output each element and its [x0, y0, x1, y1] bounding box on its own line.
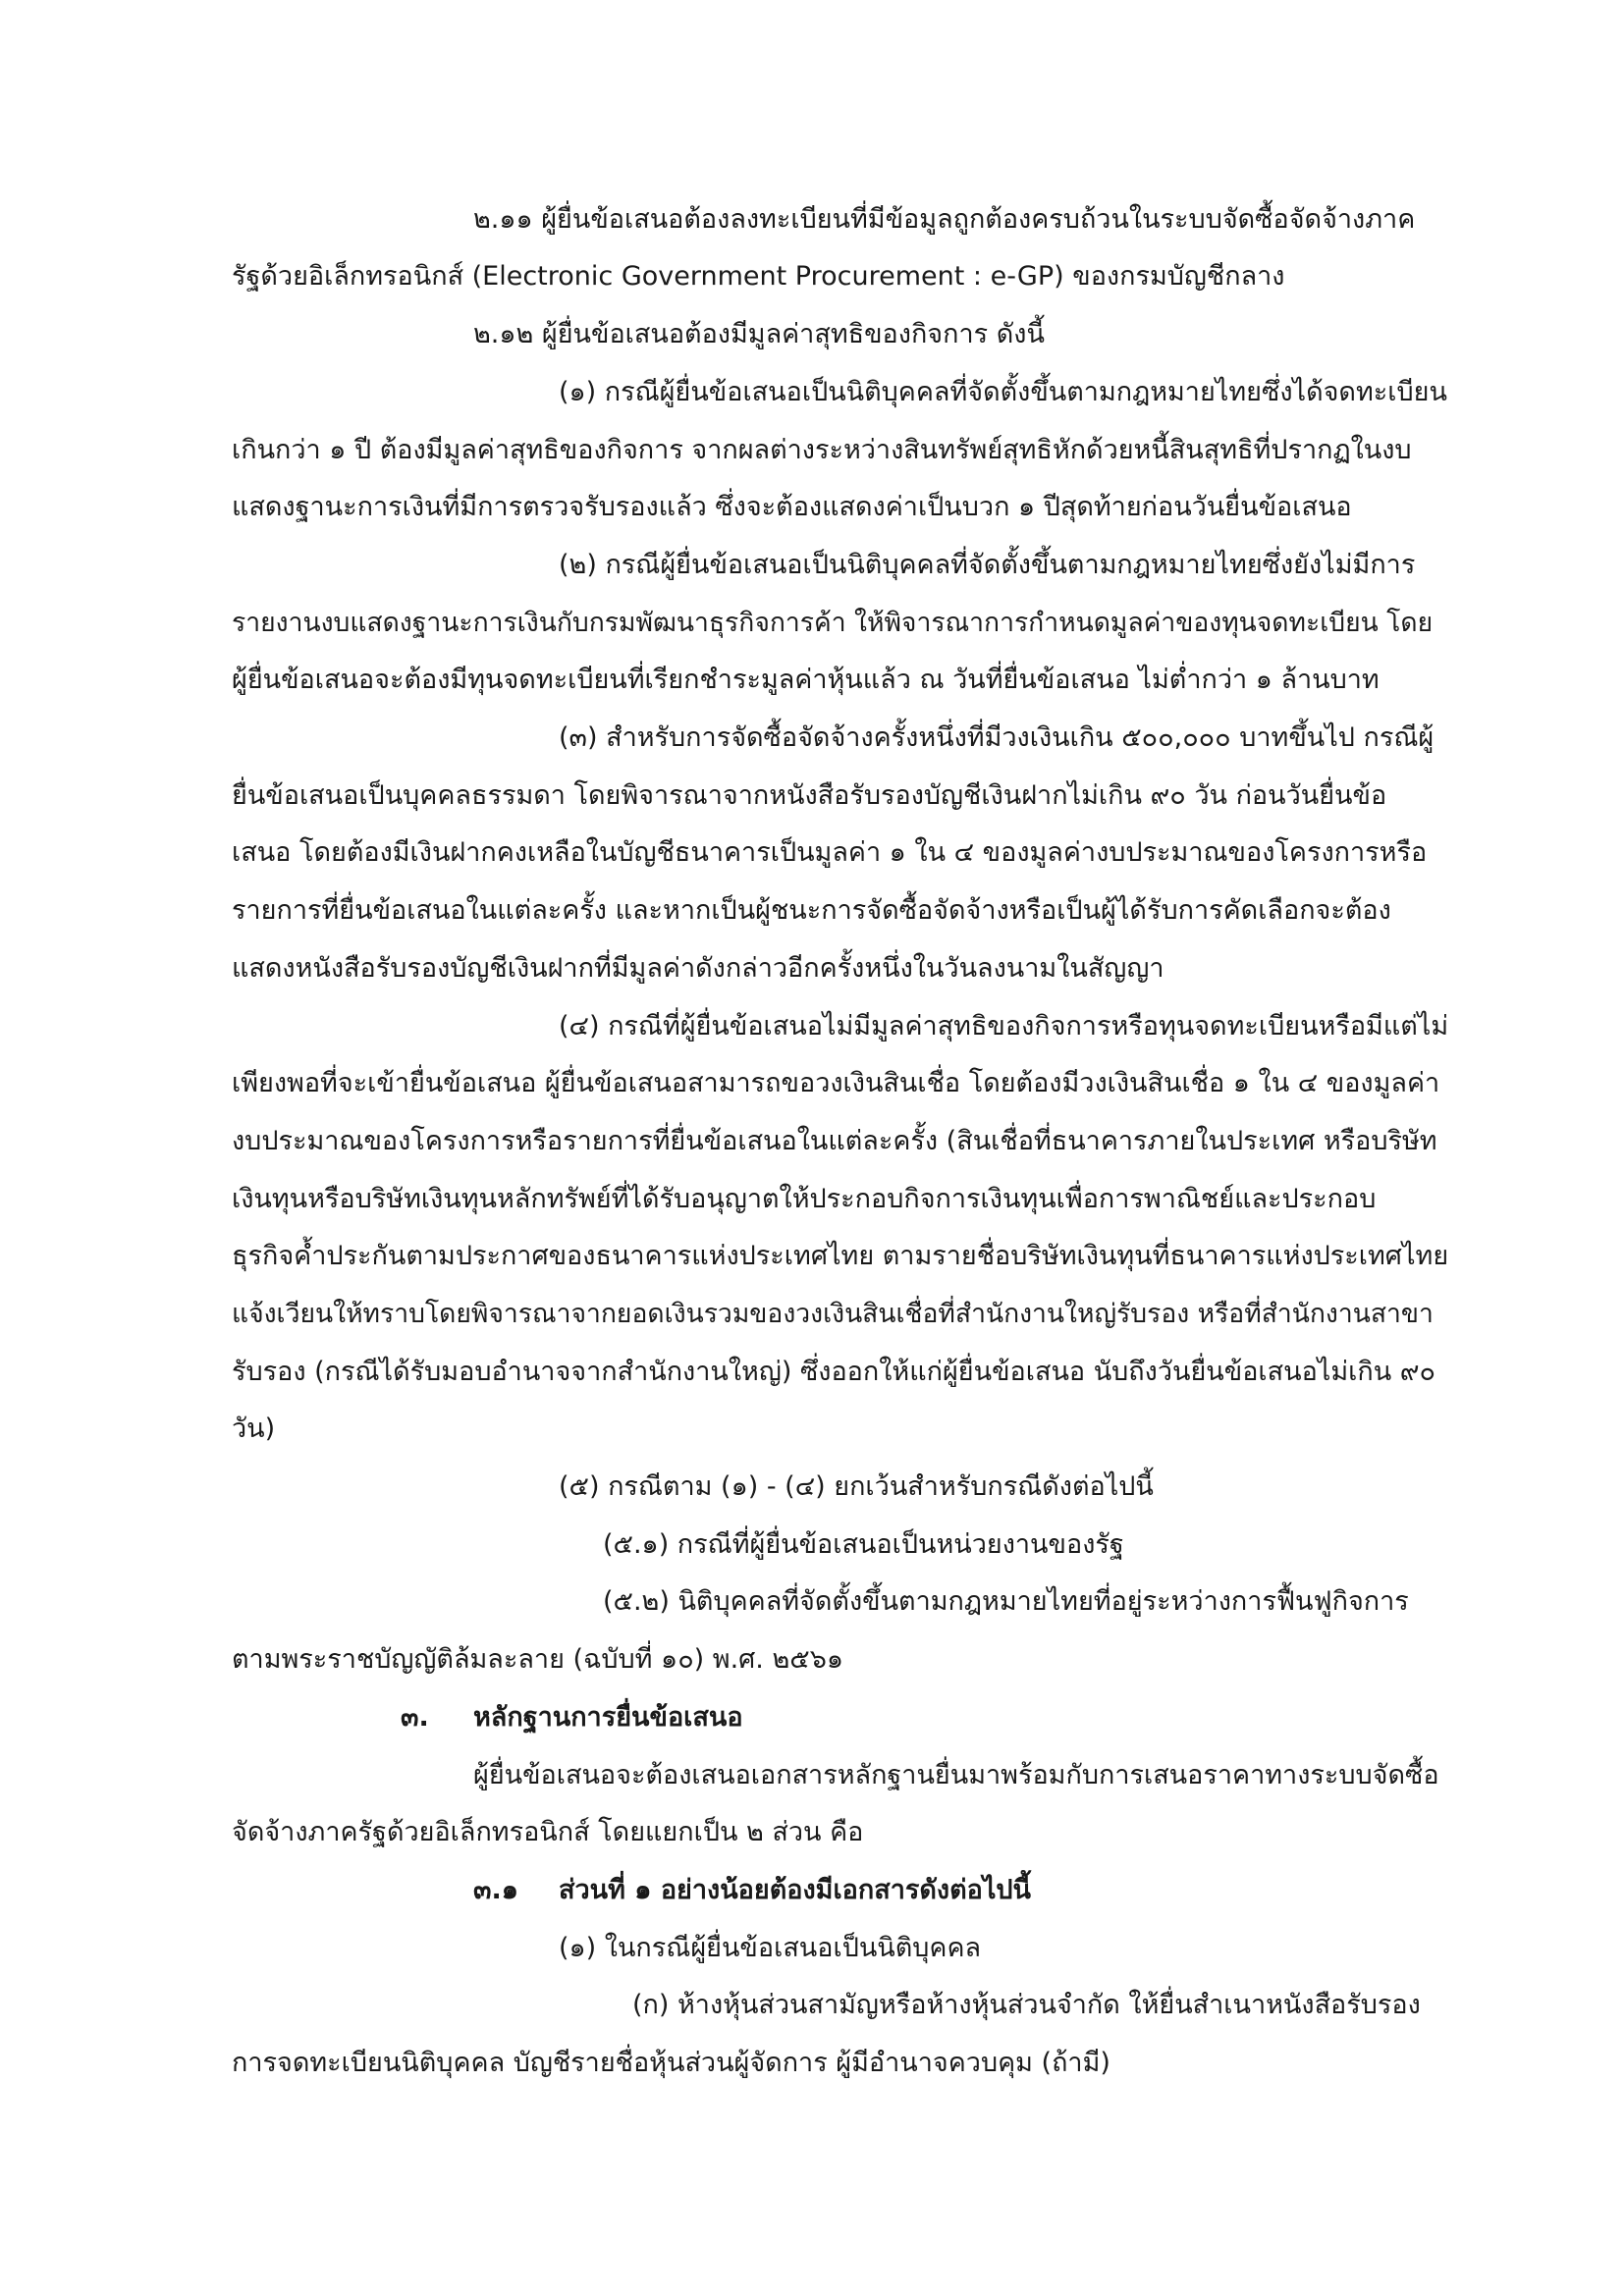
case-4-line-1: (๔) กรณีที่ผู้ยื่นข้อเสนอไม่มีมูลค่าสุทธิของกิจการหรือทุนจดทะเบียนหรือมีแต่ไม่	[559, 1011, 1449, 1041]
case-3-line-3: เสนอ โดยต้องมีเงินฝากคงเหลือในบัญชีธนาคารเป็นมูลค่า ๑ ใน ๔ ของมูลค่างบประมาณของโครงการหรือ	[232, 837, 1428, 868]
section-3-line-1: ผู้ยื่นข้อเสนอจะต้องเสนอเอกสารหลักฐานยื่นมาพร้อมกับการเสนอราคาทางระบบจัดซื้อ	[473, 1760, 1439, 1790]
case-3-line-1: (๓) สำหรับการจัดซื้อจัดจ้างครั้งหนึ่งที่มีวงเงินเกิน ๕๐๐,๐๐๐ บาทขึ้นไป กรณีผู้	[559, 722, 1435, 753]
clause-2-12: ๒.๑๒ ผู้ยื่นข้อเสนอต้องมีมูลค่าสุทธิของกิจการ ดังนี้	[473, 319, 1045, 349]
section-3-line-2: จัดจ้างภาครัฐด้วยอิเล็กทรอนิกส์ โดยแยกเป็น ๒ ส่วน คือ	[232, 1817, 864, 1847]
section-3-1-item-k-line-1: (ก) ห้างหุ้นส่วนสามัญหรือห้างหุ้นส่วนจำกัด ให้ยื่นสำเนาหนังสือรับรอง	[632, 1990, 1421, 2020]
case-2-line-2: รายงานงบแสดงฐานะการเงินกับกรมพัฒนาธุรกิจการค้า ให้พิจารณาการกำหนดมูลค่าของทุนจดทะเบียน โดย	[232, 608, 1434, 638]
case-4-line-6: แจ้งเวียนให้ทราบโดยพิจารณาจากยอดเงินรวมของวงเงินสินเชื่อที่สำนักงานใหญ่รับรอง หรือที่สำนักงานสาขา	[232, 1299, 1434, 1329]
case-1-line-1: (๑) กรณีผู้ยื่นข้อเสนอเป็นนิติบุคคลที่จัดตั้งขึ้นตามกฎหมายไทยซึ่งได้จดทะเบียน	[559, 377, 1447, 407]
section-3-1-number: ๓.๑	[473, 1875, 518, 1905]
section-3-1-title: ส่วนที่ ๑ อย่างน้อยต้องมีเอกสารดังต่อไปนี้	[559, 1875, 1032, 1905]
case-2-line-3: ผู้ยื่นข้อเสนอจะต้องมีทุนจดทะเบียนที่เรียกชำระมูลค่าหุ้นแล้ว ณ วันที่ยื่นข้อเสนอ ไม่ต่ำกว่า ๑ ล้านบาท	[232, 665, 1380, 695]
case-3-line-2: ยื่นข้อเสนอเป็นบุคคลธรรมดา โดยพิจารณาจากหนังสือรับรองบัญชีเงินฝากไม่เกิน ๙๐ วัน ก่อนวันยื่นข้อ	[232, 780, 1387, 811]
section-3-title: หลักฐานการยื่นข้อเสนอ	[473, 1702, 743, 1733]
case-5-2-line-1: (๕.๒) นิติบุคคลที่จัดตั้งขึ้นตามกฎหมายไทยที่อยู่ระหว่างการฟื้นฟูกิจการ	[603, 1586, 1409, 1617]
clause-2-11-line-1: ๒.๑๑ ผู้ยื่นข้อเสนอต้องลงทะเบียนที่มีข้อมูลถูกต้องครบถ้วนในระบบจัดซื้อจัดจ้างภาค	[473, 204, 1416, 235]
case-5: (๕) กรณีตาม (๑) - (๔) ยกเว้นสำหรับกรณีดังต่อไปนี้	[559, 1471, 1154, 1502]
case-5-2-line-2: ตามพระราชบัญญัติล้มละลาย (ฉบับที่ ๑๐) พ.ศ. ๒๕๖๑	[232, 1644, 843, 1675]
section-3-1-case-1: (๑) ในกรณีผู้ยื่นข้อเสนอเป็นนิติบุคคล	[559, 1933, 982, 1963]
clause-2-11-line-2: รัฐด้วยอิเล็กทรอนิกส์ (Electronic Government Procurement : e-GP) ของกรมบัญชีกลาง	[232, 261, 1285, 292]
case-4-line-4: เงินทุนหรือบริษัทเงินทุนหลักทรัพย์ที่ได้รับอนุญาตให้ประกอบกิจการเงินทุนเพื่อการพาณิชย์และประกอบ	[232, 1184, 1377, 1214]
case-4-line-5: ธุรกิจค้ำประกันตามประกาศของธนาคารแห่งประเทศไทย ตามรายชื่อบริษัทเงินทุนที่ธนาคารแห่งประเทศไทย	[232, 1241, 1449, 1271]
case-5-1: (๕.๑) กรณีที่ผู้ยื่นข้อเสนอเป็นหน่วยงานของรัฐ	[603, 1529, 1124, 1560]
case-1-line-3: แสดงฐานะการเงินที่มีการตรวจรับรองแล้ว ซึ่งจะต้องแสดงค่าเป็นบวก ๑ ปีสุดท้ายก่อนวันยื่นข้อเสนอ	[232, 492, 1352, 522]
case-1-line-2: เกินกว่า ๑ ปี ต้องมีมูลค่าสุทธิของกิจการ จากผลต่างระหว่างสินทรัพย์สุทธิหักด้วยหนี้สินสุทธิที่ปรากฏในงบ	[232, 435, 1412, 465]
case-4-line-3: งบประมาณของโครงการหรือรายการที่ยื่นข้อเสนอในแต่ละครั้ง (สินเชื่อที่ธนาคารภายในประเทศ หรือบริษัท	[232, 1126, 1437, 1156]
case-2-line-1: (๒) กรณีผู้ยื่นข้อเสนอเป็นนิติบุคคลที่จัดตั้งขึ้นตามกฎหมายไทยซึ่งยังไม่มีการ	[559, 550, 1416, 580]
section-3-1-item-k-line-2: การจดทะเบียนนิติบุคคล บัญชีรายชื่อหุ้นส่วนผู้จัดการ ผู้มีอำนาจควบคุม (ถ้ามี)	[232, 2048, 1110, 2078]
section-3-number: ๓.	[401, 1702, 429, 1733]
case-3-line-4: รายการที่ยื่นข้อเสนอในแต่ละครั้ง และหากเป็นผู้ชนะการจัดซื้อจัดจ้างหรือเป็นผู้ได้รับการคัดเลือกจะต้อง	[232, 895, 1391, 926]
case-4-line-2: เพียงพอที่จะเข้ายื่นข้อเสนอ ผู้ยื่นข้อเสนอสามารถขอวงเงินสินเชื่อ โดยต้องมีวงเงินสินเชื่อ ๑ ใน ๔ ของมูลค่า	[232, 1068, 1440, 1098]
case-3-line-5: แสดงหนังสือรับรองบัญชีเงินฝากที่มีมูลค่าดังกล่าวอีกครั้งหนึ่งในวันลงนามในสัญญา	[232, 953, 1164, 984]
case-4-line-7: รับรอง (กรณีได้รับมอบอำนาจจากสำนักงานใหญ่) ซึ่งออกให้แก่ผู้ยื่นข้อเสนอ นับถึงวันยื่นข้อเสนอไม่เกิน ๙๐	[232, 1357, 1436, 1387]
case-4-line-8: วัน)	[232, 1414, 276, 1444]
